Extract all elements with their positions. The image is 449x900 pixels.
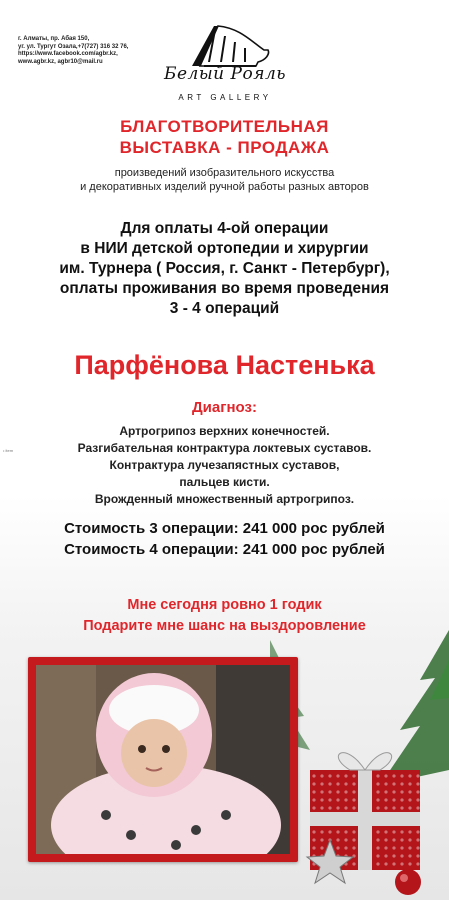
logo-name: Белый Рояль: [163, 64, 287, 84]
subtitle-line-1: произведений изобразительного искусства: [114, 167, 335, 179]
contact-facebook-link[interactable]: https://www.facebook.com/agbr.kz,: [18, 51, 118, 58]
purpose-line-5: 3 - 4 операций: [169, 300, 280, 317]
diagnosis-line-1: Артрогрипоз верхних конечностей.: [119, 424, 330, 438]
purpose-line-4: оплаты проживания во время проведения: [59, 280, 390, 297]
tiny-mark: • item: [3, 448, 14, 453]
purpose-line-3: им. Турнера ( Россия, г. Санкт - Петербург),: [59, 260, 390, 277]
title-line-2: ВЫСТАВКА - ПРОДАЖА: [119, 138, 330, 157]
subtitle-line-2: и декоративных изделий ручной работы разных авторов: [80, 181, 369, 193]
child-photo: [36, 665, 290, 854]
purpose-line-2: в НИИ детской ортопедии и хирургии: [80, 240, 369, 257]
diagnosis-line-2: Разгибательная контрактура локтевых суставов.: [77, 441, 372, 455]
subtitle: [0, 166, 449, 194]
diagnosis-heading: Диагноз:: [192, 399, 257, 416]
logo-subtitle: ART GALLERY: [178, 93, 272, 102]
child-name: Парфёнова Настенька: [74, 350, 375, 380]
bauble-icon: [395, 869, 421, 895]
cost-line-2: Стоимость 4 операции: 241 000 рос рублей: [64, 541, 385, 558]
contact-phone: уг. ул. Тургут Озала,+7(727) 316 32 76,: [18, 43, 129, 50]
title-line-1: БЛАГОТВОРИТЕЛЬНАЯ: [120, 117, 329, 136]
operation-costs: [0, 518, 449, 560]
contact-website-email[interactable]: www.agbr.kz, agbr10@mail.ru: [18, 58, 103, 65]
purpose-text: [0, 219, 449, 319]
purpose-line-1: Для оплаты 4-ой операции: [120, 220, 329, 237]
cost-line-1: Стоимость 3 операции: 241 000 рос рублей: [64, 520, 385, 537]
contact-address: г. Алматы, пр. Абая 150,: [18, 36, 90, 42]
diagnosis-line-5: Врожденный множественный артрогрипоз.: [94, 492, 355, 506]
appeal-line-2: Подарите мне шанс на выздоровление: [83, 618, 366, 634]
diagnosis-line-3: Контрактура лучезапястных суставов,: [109, 458, 340, 472]
diagnosis-text: [0, 423, 449, 508]
appeal-line-1: Мне сегодня ровно 1 годик: [127, 597, 322, 613]
diagnosis-line-4: пальцев кисти.: [179, 475, 270, 489]
